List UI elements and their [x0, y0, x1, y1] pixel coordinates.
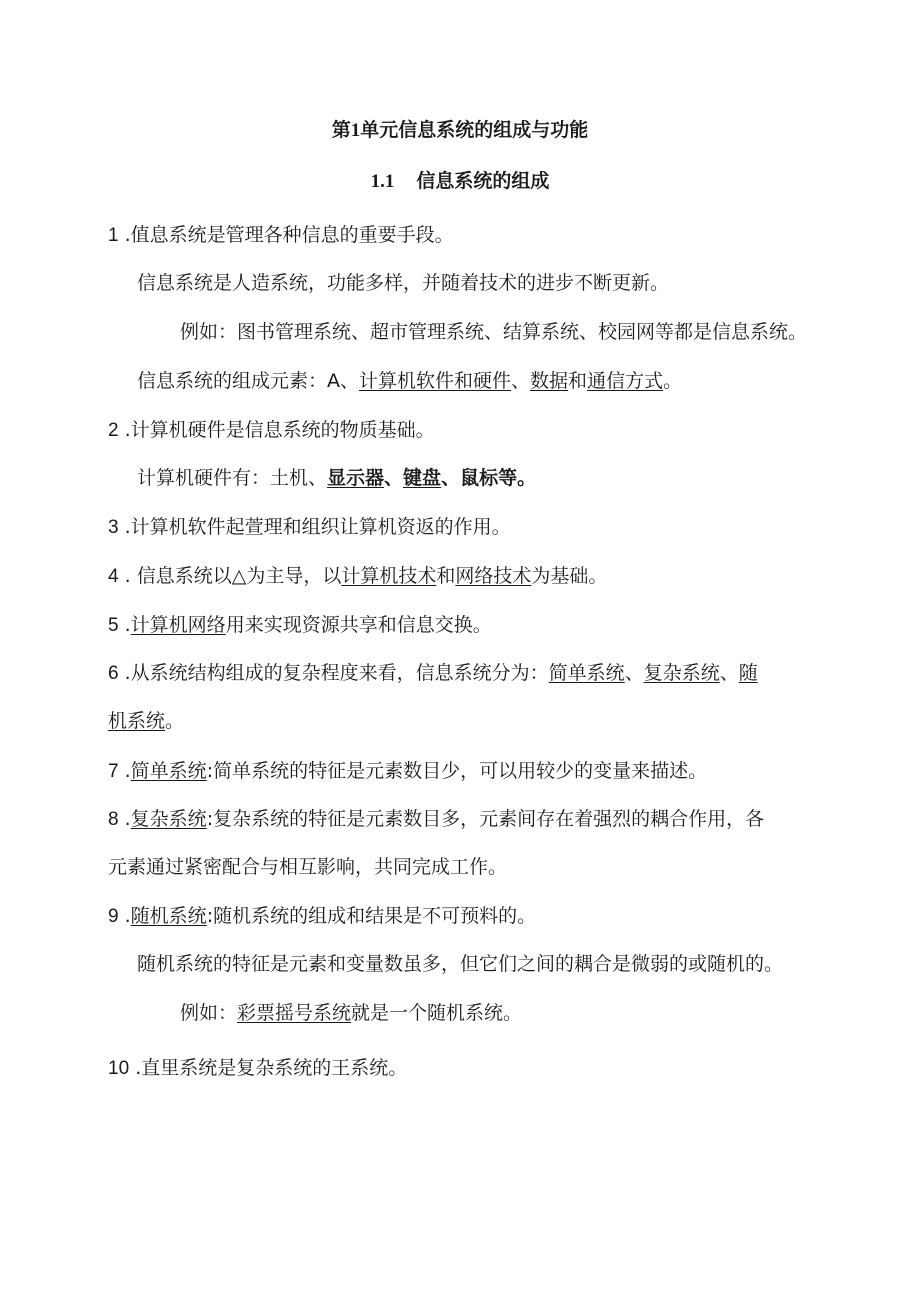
list-item-2 — [108, 418, 435, 443]
item-number: 8 — [108, 809, 119, 830]
example-text: 例如：图书管理系统、超市管理系统、结算系统、校园网等都是信息系统。 — [180, 321, 808, 343]
underlined-term: 简单系统 — [130, 760, 207, 782]
detail-text: 计算机硬件有：土机、 — [137, 467, 328, 489]
detail-text: 信息系统是人造系统，功能多样，并随着技术的进步不断更新。 — [137, 272, 670, 294]
item-number: 1 — [108, 225, 119, 246]
underlined-term: 复杂系统 — [643, 662, 720, 684]
example-text: 例如： — [180, 1002, 238, 1024]
item-text: :随机系统的组成和结果是不可预料的。 — [206, 905, 537, 927]
list-item-6-continued: 机系统。 — [108, 710, 185, 732]
detail-text: 信息系统的组成元素：A、 — [137, 370, 359, 392]
underlined-term: 机系统 — [108, 710, 166, 732]
list-item-4: 4 . 信息系统以△为主导，以计算机技术和网络技术为基础。 — [108, 565, 608, 587]
item-text: .值息系统是管理各种信息的重要手段。 — [124, 224, 454, 246]
underlined-term: 简单系统 — [548, 662, 625, 684]
item-number: 9 — [108, 906, 119, 927]
underlined-term: 复杂系统 — [130, 808, 207, 830]
detail-text: 随机系统的特征是元素和变量数虽多，但它们之间的耦合是微弱的或随机的。 — [137, 953, 784, 975]
item-text: .计算机硬件是信息系统的物质基础。 — [124, 419, 435, 441]
underlined-term: 计算机技术 — [341, 565, 437, 587]
list-item-1 — [108, 223, 454, 248]
list-item-10 — [108, 1056, 407, 1081]
item-1-elements: 信息系统的组成元素：A、计算机软件和硬件、数据和通信方式。 — [137, 370, 683, 392]
item-text: .计算机软件起萱理和组织让算机资返的作用。 — [124, 516, 511, 538]
item-number: 2 — [108, 420, 119, 441]
list-item-8: 8 .复杂系统:复杂系统的特征是元素数目多，元素间存在着强烈的耦合作用，各 — [108, 808, 765, 830]
underlined-term: 随 — [738, 662, 758, 684]
item-number: 4 — [108, 566, 119, 587]
underlined-term: 通信方式 — [587, 370, 664, 392]
page-title — [0, 118, 920, 143]
section-title — [0, 169, 920, 194]
item-text: :简单系统的特征是元素数目少，可以用较少的变量来描述。 — [206, 760, 708, 782]
item-2-detail: 计算机硬件有：土机、显示器、键盘、鼠标等。 — [137, 467, 537, 489]
list-item-7: 7 .简单系统:简单系统的特征是元素数目少，可以用较少的变量来描述。 — [108, 760, 708, 782]
title-prefix: 第 — [331, 119, 351, 141]
list-item-9: 9 .随机系统:随机系统的组成和结果是不可预料的。 — [108, 905, 537, 927]
item-number: 6 — [108, 663, 119, 684]
list-item-5: 5 .计算机网络用来实现资源共享和信息交换。 — [108, 614, 492, 636]
underlined-term: 计算机软件和硬件 — [359, 370, 512, 392]
underlined-term: 显示器 — [327, 467, 385, 489]
item-text: . 信息系统以△为主导，以 — [124, 565, 342, 587]
item-text: 元素通过紧密配合与相互影响，共同完成工作。 — [108, 856, 508, 878]
item-number: 3 — [108, 517, 119, 538]
underlined-term: 计算机网络 — [130, 614, 226, 636]
item-9-example: 例如：彩票摇号系统就是一个随机系统。 — [180, 1002, 523, 1024]
title-suffix: 单元信息系统的组成与功能 — [360, 119, 589, 141]
item-number: 7 — [108, 761, 119, 782]
underlined-term: 彩票摇号系统 — [237, 1002, 352, 1024]
section-number: 1.1 — [370, 171, 395, 192]
item-text: :复杂系统的特征是元素数目多，元素间存在着强烈的耦合作用，各 — [206, 808, 765, 830]
item-1-example — [180, 320, 807, 344]
item-text: .从系统结构组成的复杂程度来看，信息系统分为： — [124, 662, 549, 684]
underlined-term: 键盘 — [403, 467, 442, 489]
section-text: 信息系统的组成 — [416, 170, 550, 192]
item-9-detail — [137, 952, 783, 976]
list-item-3 — [108, 515, 511, 540]
list-item-8-continued — [108, 855, 507, 879]
underlined-term: 网络技术 — [455, 565, 532, 587]
item-text: 用来实现资源共享和信息交换。 — [225, 614, 492, 636]
item-number: 5 — [108, 615, 119, 636]
item-text: .直里系统是复杂系统的王系统。 — [135, 1057, 408, 1079]
item-1-detail-1 — [137, 271, 669, 295]
list-item-6: 6 .从系统结构组成的复杂程度来看，信息系统分为：简单系统、复杂系统、随 — [108, 662, 758, 684]
underlined-term: 随机系统 — [130, 905, 207, 927]
title-number: 1 — [350, 120, 361, 141]
item-number: 10 — [108, 1058, 130, 1079]
underlined-term: 数据 — [530, 370, 569, 392]
